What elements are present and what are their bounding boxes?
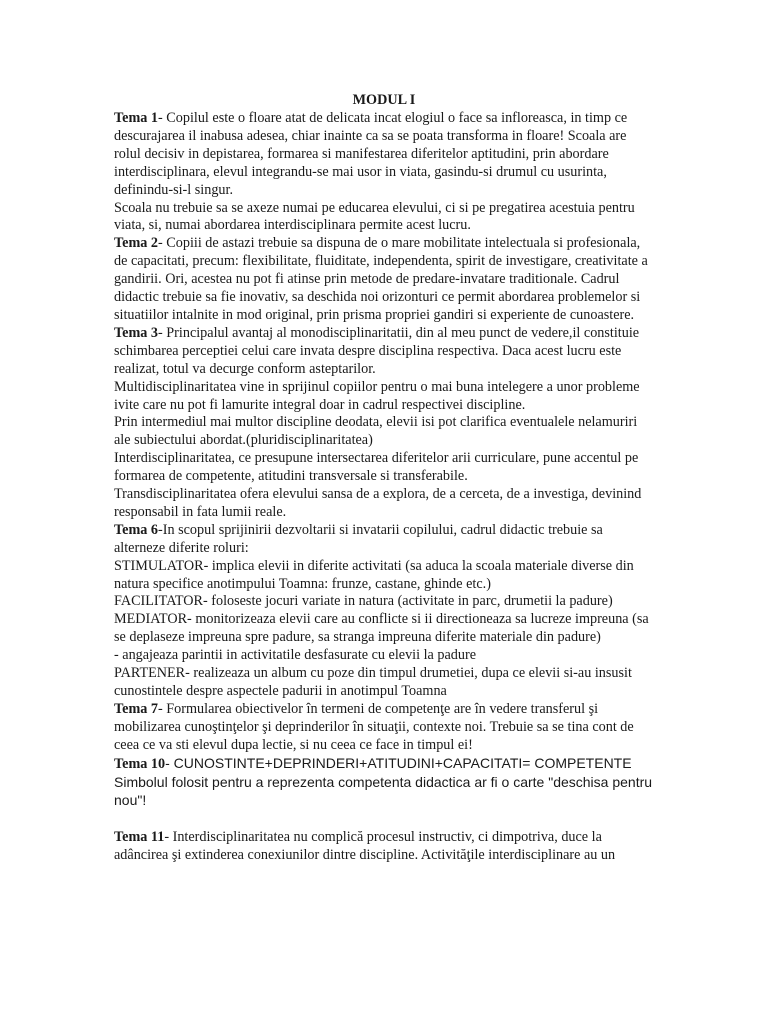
paragraph	[114, 593, 654, 611]
paragraph	[114, 200, 654, 236]
tema-paragraph	[114, 110, 654, 200]
paragraph-text: Interdisciplinaritatea, ce presupune intersectarea diferitelor arii curriculare, pune accentul pe formarea de competente, atitudini transversale si transferabile.	[114, 450, 639, 485]
paragraph-text: Transdisciplinaritatea ofera elevului sansa de a explora, de a cerceta, de a investiga, devinind responsabil in fata lumii reale.	[114, 486, 642, 520]
paragraph-text: - angajeaza parintii in activitatile desfasurate cu elevii la padure	[114, 647, 476, 664]
paragraph	[114, 611, 654, 647]
tema-label: Tema 7	[114, 700, 159, 717]
paragraph-text: PARTENER- realizeaza un album cu poze din timpul drumetiei, dupa ce elevii si-au insusit cunostintele despre aspectele padurii in anotimpul Toamna	[114, 665, 632, 699]
paragraph-text: - Copilul este o floare atat de delicata incat elogiul o face sa infloreasca, in timp ce descurajarea il inabusa adesea, chiar inainte ca sa se poata transforma in floare! Scoala are rolul decisiv in depistarea, formarea si manifestarea diferitelor aptitudini, prin abordare interdisciplinara, elevul integrandu-se mai usor in viata, gasindu-si drumul cu usurinta, definindu-si-l singur.	[114, 110, 628, 198]
paragraph	[114, 558, 654, 594]
paragraph-text: Simbolul folosit pentru a reprezenta competenta didactica ar fi o carte "deschisa pentru nou"!	[114, 773, 653, 809]
paragraph-text: - Interdisciplinaritatea nu complică procesul instructiv, ci dimpotriva, duce la adâncirea şi extinderea conexiunilor dintre discipline. Activităţile interdisciplinare au un	[114, 829, 616, 864]
paragraph	[114, 665, 654, 701]
tema-paragraph	[114, 522, 654, 558]
paragraph	[114, 774, 654, 812]
paragraph	[114, 647, 654, 665]
paragraph-list	[114, 110, 654, 865]
paragraph-text: - Principalul avantaj al monodisciplinaritatii, din al meu punct de vedere,il constituie schimbarea perceptiei celui care invata despre disciplina respectiva. Daca acest lucru este realizat, totul va decurge conform asteptarilor.	[114, 324, 640, 377]
page-title: MODUL I	[352, 92, 416, 108]
paragraph-text: MEDIATOR- monitorizeaza elevii care au conflicte si ii directioneaza sa lucreze impreuna (sa se deplaseze impreuna spre padure, sa stranga impreuna diferite materiale din padure)	[114, 611, 649, 646]
paragraph-text: - Formularea obiectivelor în termeni de competenţe are în vedere transferul şi mobilizarea cunoştinţelor şi deprinderilor în situaţii, contexte noi. Trebuie sa se tina cont de ceea ce va sti elevul dupa lectie, si nu ceea ce face in timpul ei!	[114, 700, 634, 753]
tema-label: Tema 11	[114, 829, 165, 846]
tema-paragraph	[114, 235, 654, 325]
paragraph	[114, 379, 654, 415]
tema-label: Tema 2	[114, 235, 159, 252]
tema-label: Tema 10	[114, 755, 166, 772]
tema-paragraph	[114, 325, 654, 379]
tema-label: Tema 1	[114, 110, 159, 126]
tema-paragraph	[114, 701, 654, 755]
paragraph-text: Prin intermediul mai multor discipline deodata, elevii isi pot clarifica eventualele nelamuriri ale subiectului abordat.(pluridisciplinaritatea)	[114, 414, 638, 449]
tema-paragraph	[114, 829, 654, 865]
paragraph-text: - CUNOSTINTE+DEPRINDERI+ATITUDINI+CAPACITATI= COMPETENTE	[165, 754, 632, 771]
document-content	[114, 92, 654, 865]
paragraph-text: STIMULATOR- implica elevii in diferite activitati (sa aduca la scoala materiale diverse din natura specifice anotimpului Toamna: frunze, castane, ghinde etc.)	[114, 557, 634, 592]
paragraph-text: Multidisciplinaritatea vine in sprijinul copiilor pentru o mai buna intelegere a unor probleme ivite care nu pot fi lamurite integral doar in cadrul respectivei discipline.	[114, 378, 640, 413]
paragraph	[114, 486, 654, 522]
tema-label: Tema 6	[114, 521, 159, 538]
paragraph	[114, 450, 654, 486]
paragraph-text: Scoala nu trebuie sa se axeze numai pe educarea elevului, ci si pe pregatirea acestuia pentru viata, si, numai abordarea interdisciplinara permite acest lucru.	[114, 199, 635, 234]
paragraph-text: -In scopul sprijinirii dezvoltarii si invatarii copilului, cadrul didactic trebuie sa alterneze diferite roluri:	[114, 521, 603, 556]
tema-label: Tema 3	[114, 324, 159, 341]
blank-line	[114, 811, 654, 829]
paragraph-text: - Copiii de astazi trebuie sa dispuna de o mare mobilitate intelectuala si profesionala, de capacitati, precum: flexibilitate, fluiditate, independenta, spirit de investigare, creativitate a gandirii. Ori, acestea nu pot fi atinse prin metode de predare-invatare traditionale. Cadrul didactic trebuie sa fie inovativ, sa deschida noi orizonturi ce permit abordarea problemelor si situatiilor intalnite in mod original, prin prisma propriei gandiri si experiente de cunoastere.	[114, 235, 648, 323]
paragraph	[114, 414, 654, 450]
paragraph-text: FACILITATOR- foloseste jocuri variate in natura (activitate in parc, drumetii la padure)	[114, 593, 613, 610]
tema-paragraph	[114, 755, 654, 774]
